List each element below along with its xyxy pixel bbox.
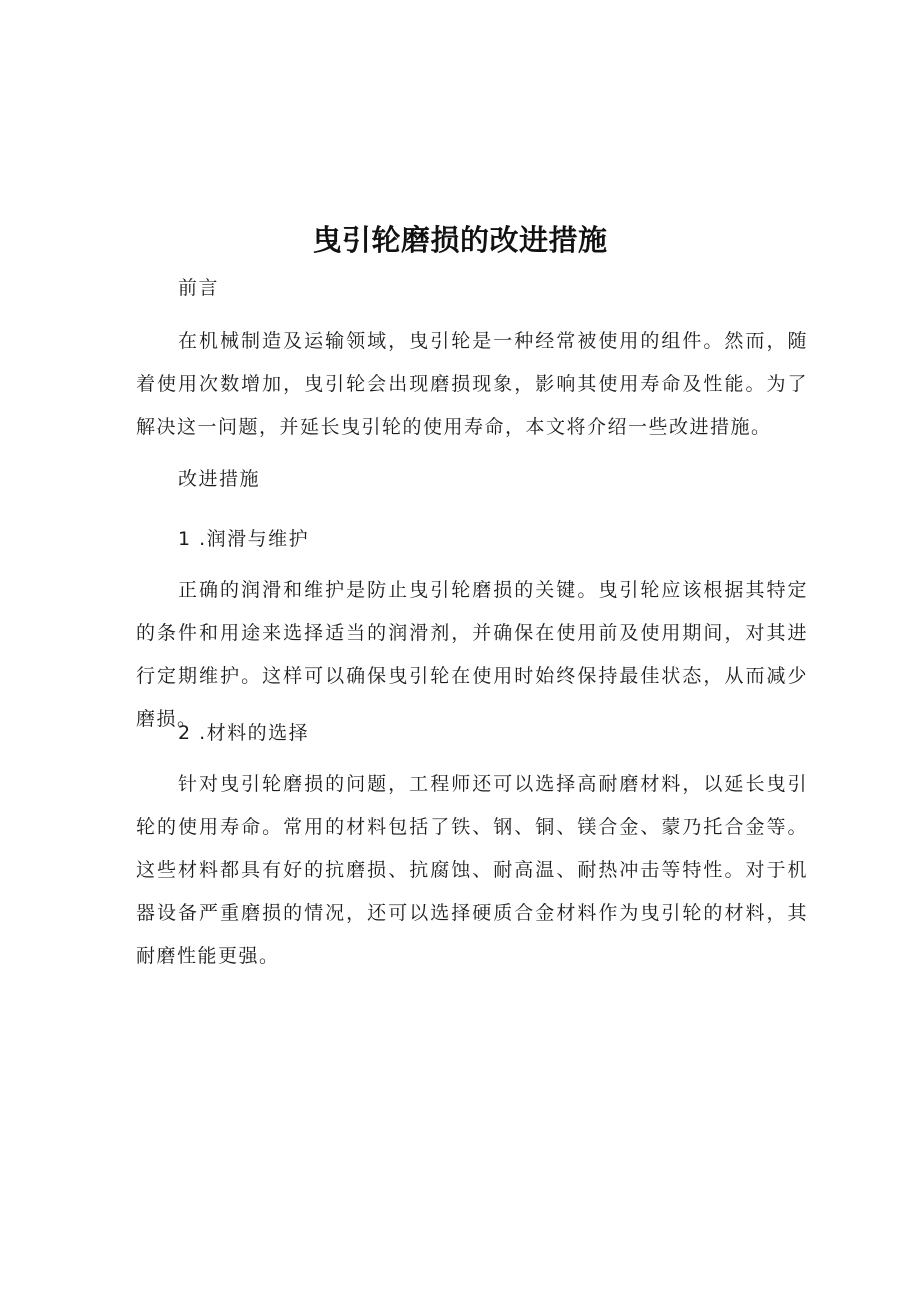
section-heading-preface: 前言 (178, 277, 220, 299)
paragraph-materials: 针对曳引轮磨损的问题，工程师还可以选择高耐磨材料，以延长曳引轮的使用寿命。常用的材料包括了铁、钢、铜、镁合金、蒙乃托合金等。这些材料都具有好的抗磨损、抗腐蚀、耐高温、耐热冲击等特性。对于机器设备严重磨损的情况，还可以选择硬质合金材料作为曳引轮的材料，其耐磨性能更强。 (136, 773, 808, 967)
subsection-heading-materials: 2 .材料的选择 (178, 722, 310, 744)
section-heading-measures: 改进措施 (178, 468, 261, 490)
paragraph-lubrication: 正确的润滑和维护是防止曳引轮磨损的关键。曳引轮应该根据其特定的条件和用途来选择适当的润滑剂，并确保在使用前及使用期间，对其进行定期维护。这样可以确保曳引轮在使用时始终保持最佳状态，从而减少磨损。 (136, 579, 808, 730)
paragraph-preface: 在机械制造及运输领域，曳引轮是一种经常被使用的组件。然而，随着使用次数增加，曳引轮会出现磨损现象，影响其使用寿命及性能。为了解决这一问题，并延长曳引轮的使用寿命，本文将介绍一些改进措施。 (136, 330, 808, 438)
subsection-heading-lubrication: 1 .润滑与维护 (178, 528, 310, 550)
document-title: 曳引轮磨损的改进措施 (312, 223, 608, 257)
